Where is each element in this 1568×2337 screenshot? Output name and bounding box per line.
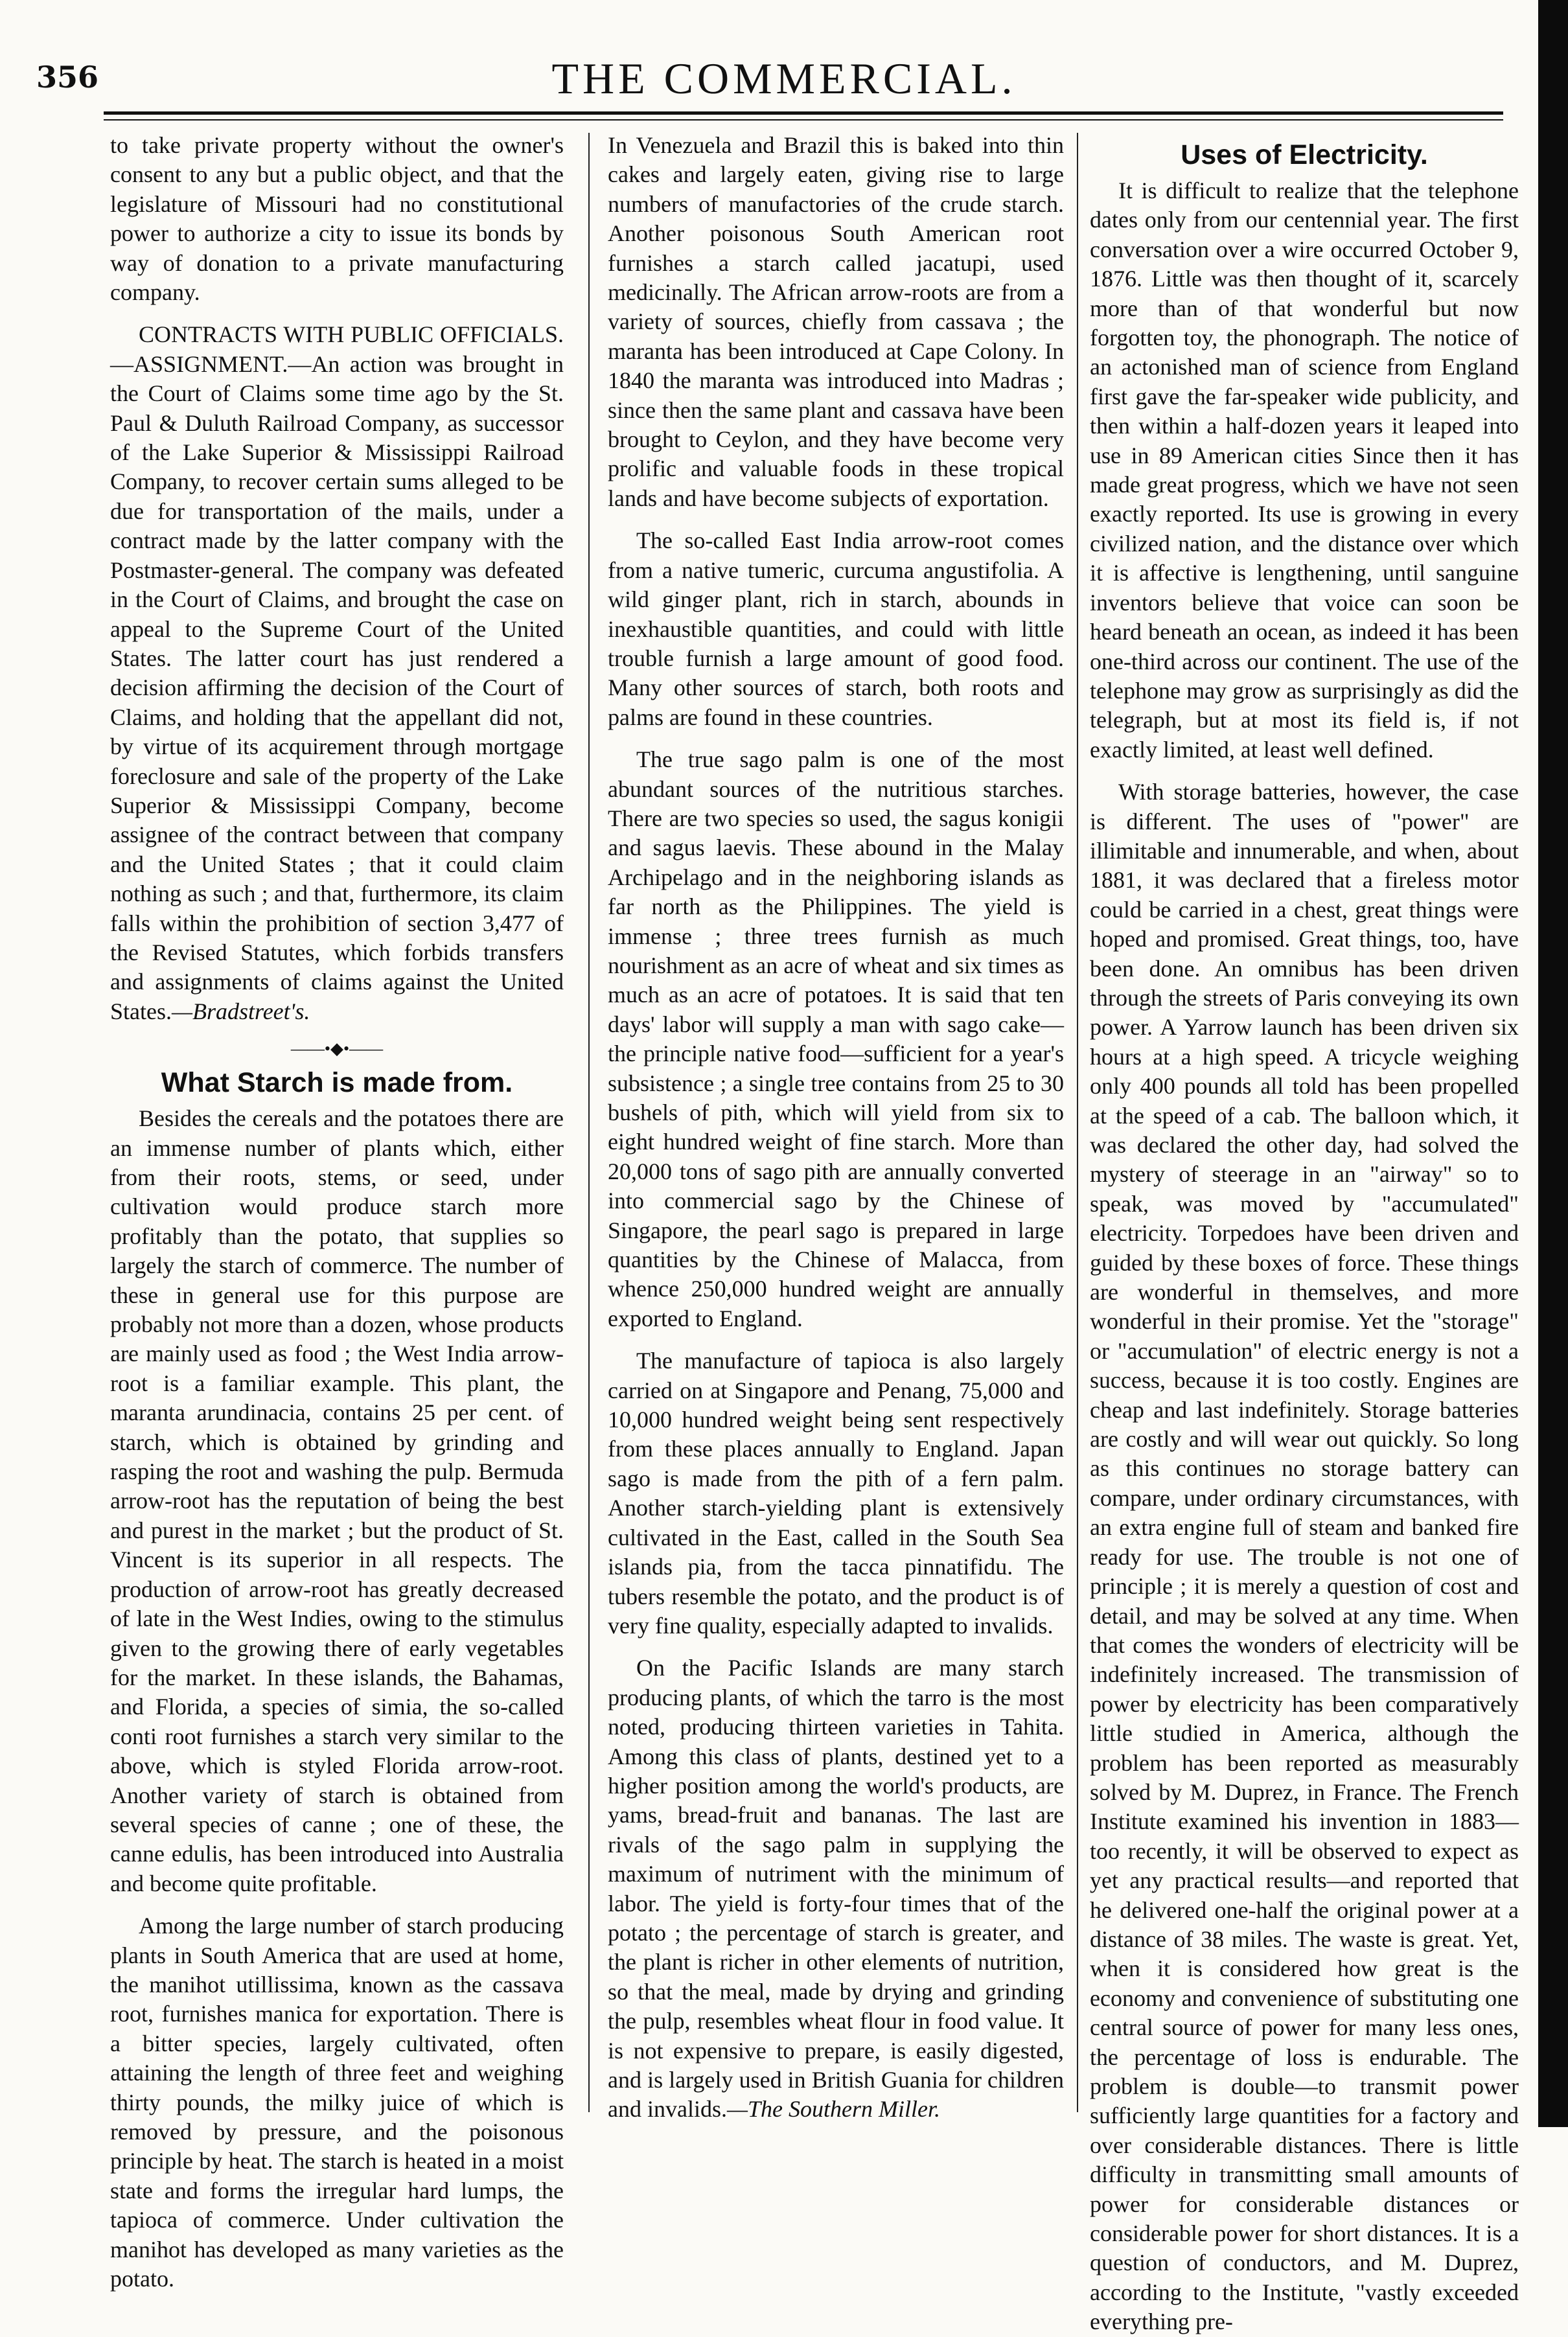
paragraph: The so-called East India arrow-root comes from a native tumeric, curcuma angustifolia. A wild ginger plant, rich in starch, abounds in inexhaustible quantities, and could with little trouble furnish a large amount of good food. Many other sources of starch, both roots and palms are found in these countries. — [608, 527, 1064, 730]
paragraph: On the Pacific Islands are many starch producing plants, of which the tarro is the most noted, producing thirteen varieties in Tahita. Among this class of plants, destined yet to a higher position among the world's products, are yams, bread-fruit and bananas. The last are rivals of the sago palm in supplying the maximum of nutriment with the minimum of labor. The yield is forty-four times that of the potato ; the percentage of starch is greater, and the plant is richer in other elements of nutrition, so that the meal, made by drying and grinding the pulp, resembles wheat flour in food value. It is not expensive to prepare, is easily digested, and is largely used in British Guania for children and invalids. — [608, 1655, 1064, 2123]
column-1 — [110, 131, 564, 2292]
column-2 — [608, 131, 1064, 2123]
electricity-article-heading: Uses of Electricity. — [1181, 139, 1428, 170]
paragraph: The true sago palm is one of the most abundant sources of the nutritious starches. There are two species so used, the sagus konigii and sagus laevis. These abound in the Malay Archipelago and in the neighboring islands as far north as the Philippines. The yield is immense ; three trees furnish as much nourishment as an acre of wheat and six times as much as an acre of potatoes. It is said that ten days' labor will supply a man with sago cake—the principle native food—sufficient for a year's subsistence ; a single tree contains from 25 to 30 bushels of pith, which will yield from six to eight hundred weight of fine starch. More than 20,000 tons of sago pith are annually converted into commercial sago by the Chinese of Singapore, the pearl sago is prepared in large quantities by the Chinese of Malacca, from whence 250,000 hundred weight are annually exported to England. — [608, 746, 1064, 1331]
header-rule-thick — [104, 111, 1503, 115]
column-divider-1 — [588, 133, 590, 2112]
masthead-title: THE COMMERCIAL. — [551, 54, 1017, 103]
paragraph: An action was brought in the Court of Claims some time ago by the St. Paul & Duluth Railroad Company, as successor of the Lake Superior & Mississippi Railroad Company, to recover certain sums alleged to be due for transportation of the mails, under a contract made by the latter company with the Postmaster-general. The company was defeated in the Court of Claims, and brought the case on appeal to the Supreme Court of the United States. The latter court has just rendered a decision affirming the decision of the Court of Claims, and holding that the appellant did not, by virtue of its acquirement through mortgage foreclosure and sale of the property of the Lake Superior & Mississippi Company, become assignee of the contract between that company and the United States ; that it could claim nothing as such ; and that, furthermore, its claim falls within the prohibition of section 3,477 of the Revised Statutes, which forbids transfers and assignments of claims against the United States. — [110, 351, 564, 1024]
paragraph: It is difficult to realize that the telephone dates only from our centennial year. The first conversation over a wire occurred October 9, 1876. Little was then thought of it, scarcely more than of that wonderful but now forgotten toy, the phonograph. The notice of an actonished man of science from England first gave the far-speaker wide publicity, and then within a half-dozen years it leaped into use in 89 American cities Since then it has made great progress, which we have not seen exactly reported. Its use is growing in every civilized nation, and the distance over which it is affective is lengthening, until sanguine inventors believe that voice can soon be heard beneath an ocean, as indeed it has been one-third across our continent. The use of the telephone may grow as surprisingly as did the telegraph, but at most its field is, if not exactly limited, at least well defined. — [1090, 178, 1519, 763]
binding-edge — [1538, 0, 1568, 2127]
source-credit: —The Southern Miller. — [726, 2096, 940, 2123]
paragraph: to take private property without the owner's consent to any but a public object, and that the legislature of Missouri had no constitutional power to authorize a city to issue its bonds by way of donation to a private manufacturing company. — [110, 132, 564, 306]
paragraph: In Venezuela and Brazil this is baked into thin cakes and largely eaten, giving rise to large numbers of manufactories of the crude starch. Another poisonous South American root furnishes a starch called jacatupi, used medicinally. The African arrow-roots are from a variety of sources, chiefly from cassava ; the maranta has been introduced at Cape Colony. In 1840 the maranta was introduced into Madras ; since then the same plant and cassava have been brought to Ceylon, and they have become very prolific and valuable foods in these tropical lands and have become subjects of exportation. — [608, 132, 1064, 511]
source-credit: —Bradstreet's. — [172, 998, 310, 1024]
starch-article-heading: What Starch is made from. — [161, 1067, 513, 1099]
last-paragraph — [608, 1653, 1064, 2124]
header-rule-thin — [104, 119, 1503, 121]
paragraph: With storage batteries, however, the case is different. The uses of "power" are illimitable and innumerable, and when, about 1881, it was declared that a fireless motor could be carried in a chest, great things were hoped and promised. Great things, too, have been done. An omnibus has been driven through the streets of Paris conveying its own power. A Yarrow launch has been driven six hours at a high speed. A tricycle weighing only 400 pounds all told has been propelled at the speed of a cab. The balloon which, it was declared the other day, had solved the mystery of steerage in an "airway" so to speak, was moved by "accumulated" electricity. Torpedoes have been driven and guided by these boxes of force. These things are wonderful in themselves, and more wonderful in their promise. Yet the "storage" or "accumulation" of electric energy is not a success, because it is too costly. Engines are cheap and last indefinitely. Storage batteries are costly and will wear out quickly. So long as this continues no storage battery can compare, under ordinary circumstances, with an extra engine full of steam and banked fire ready for use. The trouble is not one of principle ; it is merely a question of cost and detail, and may be solved at any time. When that comes the wonders of electricity will be indefinitely increased. The transmission of power by electricity has been comparatively little studied in America, although the problem has been reported as measurably solved by M. Duprez, in France. The French Institute examined his invention in 1883—too recently, it will be observed to expect as yet any practical results—and reported that he delivered one-half the original power at a distance of 38 miles. The waste is great. Yet, when it is considered how great is the economy and convenience of substituting one central source of power for many less ones, the percentage of loss is endurable. The problem is double—to transmit power sufficiently large quantities for a factory and over considerable distances. There is little difficulty in transmitting small amounts of power for considerable distances or considerable power for short distances. It is a question of conductors, and M. Duprez, according to the Institute, "vastly exceeded everything pre- — [1090, 779, 1519, 2335]
contracts-article — [110, 320, 564, 1026]
paragraph: The manufacture of tapioca is also largely carried on at Singapore and Penang, 75,000 and 10,000 hundred weight being sent respectively from these places annually to England. Japan sago is made from the pith of a fern palm. Another starch-yielding plant is extensively cultivated in the East, called in the South Sea islands pia, from the tacca pinnatifidu. The tubers resemble the potato, and the product is of very fine quality, especially adapted to invalids. — [608, 1348, 1064, 1639]
page-number: 356 — [36, 60, 99, 95]
column-3 — [1090, 131, 1519, 2335]
article-divider: ——•◆•—— — [290, 1039, 384, 1059]
paragraph: Among the large number of starch producing plants in South America that are used at home, the manihot utillissima, known as the cassava root, furnishes manica for exportation. There is a bitter species, largely cultivated, often attaining the length of three feet and weighing thirty pounds, the milky juice of which is removed by pressure, and the poisonous principle by heat. The starch is heated in a moist state and forms the irregular hard lumps, the tapioca of commerce. Under cultivation the manihot has developed as many varieties as the potato. — [110, 1913, 564, 2292]
contracts-heading: CONTRACTS WITH PUBLIC OFFICIALS.—ASSIGNMENT.— — [110, 321, 564, 377]
paragraph: Besides the cereals and the potatoes there are an immense number of plants which, either from their roots, stems, or seed, under cultivation would produce starch more profitably than the potato, that supplies so largely the starch of commerce. The number of these in general use for this purpose are probably not more than a dozen, whose products are mainly used as food ; the West India arrow-root is a familiar example. This plant, the maranta arundinacia, contains 25 per cent. of starch, which is obtained by grinding and rasping the root and washing the pulp. Bermuda arrow-root has the reputation of being the best and purest in the market ; but the product of St. Vincent is its superior in all respects. The production of arrow-root has greatly decreased of late in the West Indies, owing to the stimulus given to the growing there of early vegetables for the market. In these islands, the Bahamas, and Florida, a species of simia, the so-called conti root furnishes a starch very similar to the above, which is styled Florida arrow-root. Another variety of starch is obtained from several species of canne ; one of these, the canne edulis, has been introduced into Australia and become quite profitable. — [110, 1105, 564, 1896]
column-divider-2 — [1077, 133, 1078, 2112]
